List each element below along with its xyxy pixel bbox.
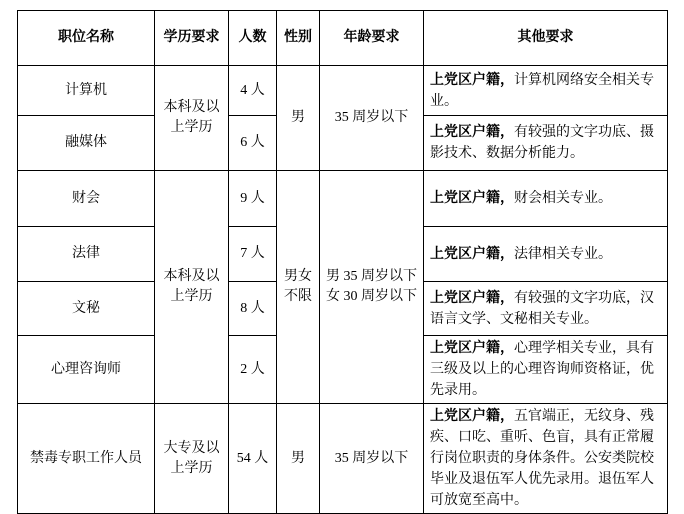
age-female-limit: 女 30 周岁以下 xyxy=(326,289,417,304)
cell-position: 融媒体 xyxy=(18,116,155,171)
header-position: 职位名称 xyxy=(18,11,155,66)
cell-count: 6 人 xyxy=(229,116,277,171)
other-requirement-text: 财会相关专业。 xyxy=(514,191,612,206)
household-registration-bold: 上党区户籍， xyxy=(430,72,514,88)
cell-other-requirements xyxy=(424,282,668,336)
cell-age-group1: 35 周岁以下 xyxy=(320,66,424,171)
cell-age-group2 xyxy=(320,171,424,404)
recruitment-table xyxy=(17,10,668,514)
other-requirement-text: 计算机网络安全相关专业。 xyxy=(430,72,654,109)
cell-count: 7 人 xyxy=(229,227,277,282)
household-registration-bold: 上党区户籍， xyxy=(430,341,514,356)
other-requirement-text: 五官端正，无纹身、残疾、口吃、重听、色盲，具有正常履行岗位职责的身体条件。公安类院校毕业及退伍军人优先录用。退伍军人可放宽至高中。 xyxy=(430,409,654,508)
cell-position: 心理咨询师 xyxy=(18,336,155,404)
cell-count: 8 人 xyxy=(229,282,277,336)
household-registration-bold: 上党区户籍， xyxy=(430,191,514,206)
cell-education: 大专及以上学历 xyxy=(155,404,229,514)
cell-position: 禁毒专职工作人员 xyxy=(18,404,155,514)
cell-education-group1: 本科及以上学历 xyxy=(155,66,229,171)
cell-other-requirements xyxy=(424,116,668,171)
age-male-limit: 男 35 周岁以下 xyxy=(326,269,417,284)
header-row xyxy=(18,11,668,66)
household-registration-bold: 上党区户籍， xyxy=(430,125,514,140)
other-requirement-text: 心理学相关专业，具有三级及以上的心理咨询师资格证，优先录用。 xyxy=(430,341,654,398)
cell-age: 35 周岁以下 xyxy=(320,404,424,514)
cell-other-requirements xyxy=(424,336,668,404)
cell-count: 54 人 xyxy=(229,404,277,514)
header-other: 其他要求 xyxy=(424,11,668,66)
cell-count: 4 人 xyxy=(229,66,277,116)
header-count: 人数 xyxy=(229,11,277,66)
cell-education-group2: 本科及以上学历 xyxy=(155,171,229,404)
household-registration-bold: 上党区户籍， xyxy=(430,409,514,424)
cell-other-requirements xyxy=(424,227,668,282)
household-registration-bold: 上党区户籍， xyxy=(430,246,514,262)
cell-gender-group1: 男 xyxy=(277,66,320,171)
other-requirement-text: 有较强的文字功底，汉语言文学、文秘相关专业。 xyxy=(430,290,654,327)
cell-count: 2 人 xyxy=(229,336,277,404)
header-gender: 性别 xyxy=(277,11,320,66)
cell-other-requirements xyxy=(424,66,668,116)
household-registration-bold: 上党区户籍， xyxy=(430,290,514,306)
other-requirement-text: 法律相关专业。 xyxy=(514,246,612,262)
cell-count: 9 人 xyxy=(229,171,277,227)
cell-other-requirements xyxy=(424,404,668,514)
cell-gender-group2: 男女不限 xyxy=(277,171,320,404)
cell-position: 计算机 xyxy=(18,66,155,116)
cell-other-requirements xyxy=(424,171,668,227)
table-row-antidrug xyxy=(18,404,668,514)
cell-position: 文秘 xyxy=(18,282,155,336)
cell-position: 法律 xyxy=(18,227,155,282)
cell-position: 财会 xyxy=(18,171,155,227)
cell-gender: 男 xyxy=(277,404,320,514)
header-age: 年龄要求 xyxy=(320,11,424,66)
other-requirement-text: 有较强的文字功底、摄影技术、数据分析能力。 xyxy=(430,125,654,161)
header-education: 学历要求 xyxy=(155,11,229,66)
table-row-finance xyxy=(18,171,668,227)
table-row-computer xyxy=(18,66,668,116)
